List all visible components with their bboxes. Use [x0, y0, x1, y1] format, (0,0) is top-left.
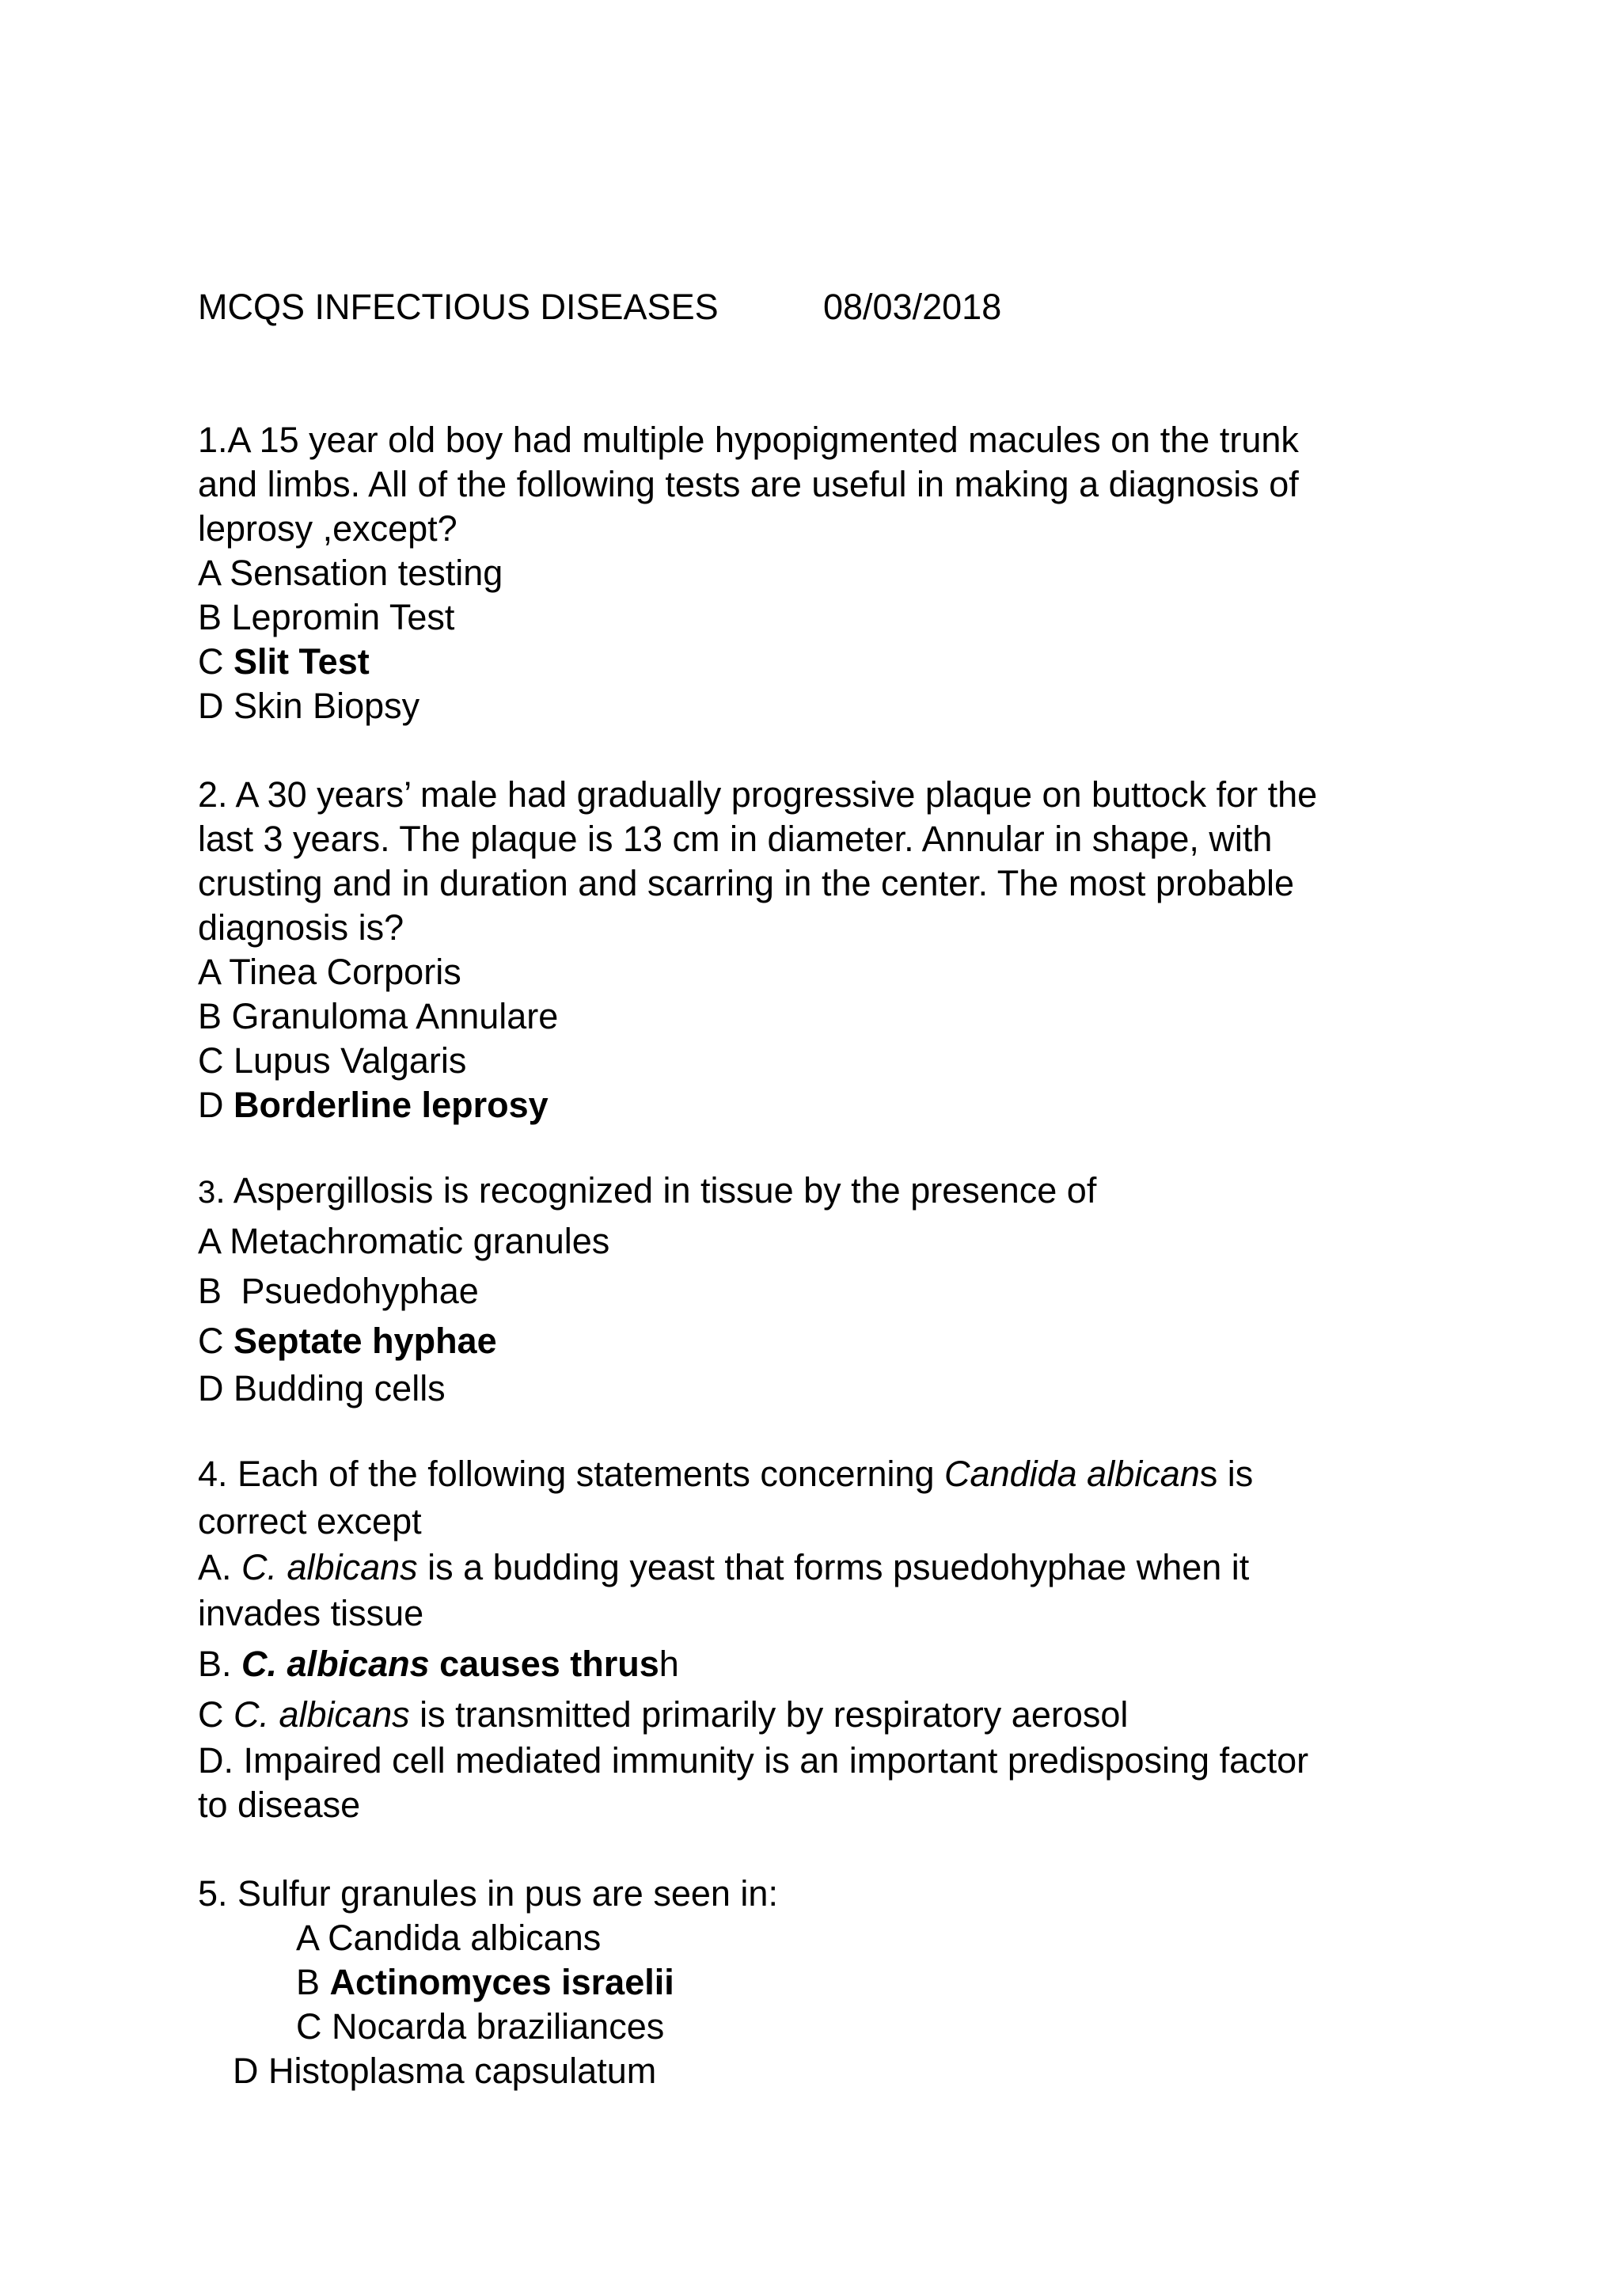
- q4-option-d: D. Impaired cell mediated immunity is an important predisposing factor: [198, 1740, 1309, 1781]
- q1-option-b: [198, 595, 454, 640]
- option-text: Lepromin Test: [231, 597, 455, 637]
- option-text: Histoplasma capsulatum: [268, 2051, 657, 2091]
- organism-name-answer: C. albicans: [241, 1644, 430, 1684]
- q2-stem-line-4: diagnosis is?: [198, 907, 404, 948]
- option-letter: B: [198, 597, 222, 637]
- option-text: is a budding yeast that forms psuedohyphae when it: [417, 1547, 1250, 1587]
- q5-option-b: [296, 1960, 674, 2005]
- q5-option-a: [296, 1916, 601, 1960]
- option-letter: B: [198, 1271, 222, 1311]
- q3-option-c: [198, 1319, 497, 1363]
- organism-name: C. albicans: [241, 1547, 418, 1587]
- option-text-answer: Actinomyces israelii: [329, 1962, 674, 2002]
- option-text: Nocarda braziliances: [332, 2006, 665, 2047]
- stem-text-end: s is: [1199, 1454, 1254, 1494]
- option-text: Budding cells: [233, 1368, 446, 1408]
- option-text: is transmitted primarily by respiratory aerosol: [409, 1694, 1129, 1735]
- q1-option-a: [198, 551, 503, 595]
- stem-italic: Candida albican: [944, 1454, 1200, 1494]
- option-letter: C: [198, 1321, 224, 1361]
- q2-stem-line-2: last 3 years. The plaque is 13 cm in diameter. Annular in shape, with: [198, 819, 1273, 859]
- option-text-answer: Septate hyphae: [233, 1321, 497, 1361]
- option-text: Sensation testing: [230, 553, 503, 593]
- q1-stem-line-1: 1.A 15 year old boy had multiple hypopigmented macules on the trunk: [198, 420, 1299, 460]
- document-header: [198, 285, 719, 329]
- q4-stem-line-1: [198, 1452, 1253, 1496]
- option-text: Lupus Valgaris: [233, 1040, 467, 1081]
- q4-option-a-line-2: invades tissue: [198, 1593, 424, 1633]
- option-letter: A: [198, 553, 220, 593]
- q2-stem-line-1: 2. A 30 years’ male had gradually progressive plaque on buttock for the: [198, 774, 1318, 815]
- option-prefix: A.: [198, 1547, 242, 1587]
- option-letter: D: [198, 1368, 224, 1408]
- option-letter: A: [198, 952, 220, 992]
- document-title: MCQS INFECTIOUS DISEASES: [198, 287, 719, 327]
- q3-option-b: [198, 1269, 479, 1313]
- q5-option-c: [296, 2005, 664, 2049]
- q2-option-a: [198, 950, 461, 994]
- option-text: Tinea Corporis: [229, 952, 461, 992]
- option-prefix: C: [198, 1694, 233, 1735]
- q4-option-c: [198, 1693, 1128, 1737]
- q3-option-a: [198, 1219, 609, 1264]
- question-stem: . Aspergillosis is recognized in tissue by the presence of: [215, 1170, 1097, 1211]
- option-text: Skin Biopsy: [233, 686, 420, 726]
- q2-stem-line-3: crusting and in duration and scarring in the center. The most probable: [198, 863, 1295, 903]
- option-text-answer: Borderline leprosy: [233, 1085, 549, 1125]
- option-text: Candida albicans: [328, 1918, 602, 1958]
- q2-option-c: [198, 1039, 466, 1083]
- q4-stem-line-2: correct except: [198, 1501, 422, 1541]
- option-letter: D: [198, 1085, 224, 1125]
- option-text: Psuedohyphae: [241, 1271, 479, 1311]
- q1-option-d: [198, 684, 419, 728]
- option-text-end: h: [659, 1644, 679, 1684]
- q1-stem-line-2: and limbs. All of the following tests are useful in making a diagnosis of: [198, 464, 1299, 504]
- question-number: 3: [198, 1175, 216, 1210]
- q3-option-d: [198, 1367, 446, 1411]
- option-text-answer: causes thrus: [429, 1644, 659, 1684]
- option-letter: A: [296, 1918, 318, 1958]
- q1-option-c: [198, 640, 370, 684]
- q1-stem-line-3: leprosy ,except?: [198, 508, 457, 549]
- option-letter: B: [198, 996, 222, 1036]
- option-prefix: B.: [198, 1644, 242, 1684]
- option-letter: D: [198, 686, 224, 726]
- document-date: 08/03/2018: [823, 287, 1002, 327]
- q5-option-d: [233, 2049, 656, 2093]
- option-letter: C: [198, 641, 224, 682]
- option-letter: B: [296, 1962, 321, 2002]
- option-text: Granuloma Annulare: [231, 996, 559, 1036]
- q4-option-d-line-2: to disease: [198, 1785, 361, 1825]
- option-letter: D: [233, 2051, 259, 2091]
- option-text: Metachromatic granules: [230, 1221, 610, 1261]
- q2-option-b: [198, 994, 558, 1039]
- q3-stem: [198, 1169, 1096, 1215]
- q2-option-d: [198, 1083, 549, 1127]
- option-letter: C: [296, 2006, 322, 2047]
- option-text-answer: Slit Test: [233, 641, 370, 682]
- option-letter: C: [198, 1040, 224, 1081]
- q4-option-b: [198, 1642, 679, 1686]
- organism-name: C. albicans: [233, 1694, 410, 1735]
- q5-stem: 5. Sulfur granules in pus are seen in:: [198, 1873, 778, 1914]
- stem-text: 4. Each of the following statements concerning: [198, 1454, 945, 1494]
- option-letter: A: [198, 1221, 220, 1261]
- q4-option-a: [198, 1545, 1249, 1590]
